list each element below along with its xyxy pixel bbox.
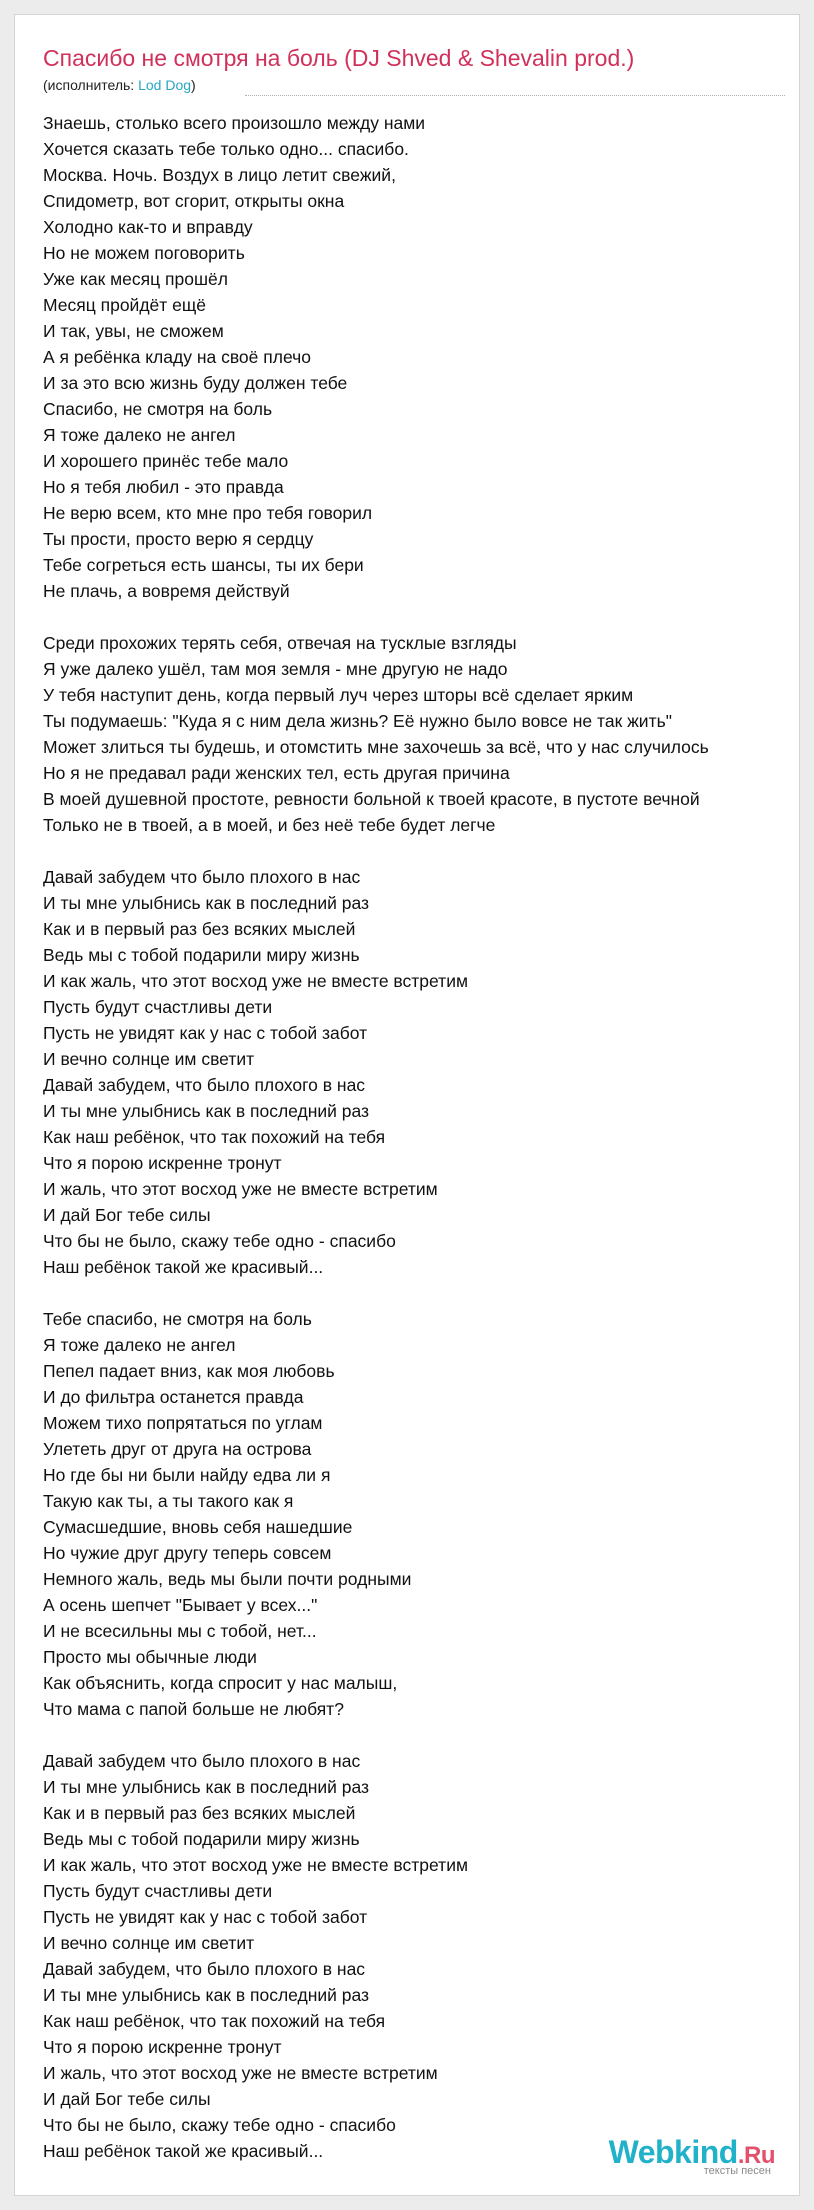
lyric-line: И ты мне улыбнись как в последний раз <box>43 893 370 913</box>
lyric-line: Давай забудем, что было плохого в нас <box>43 1075 366 1095</box>
lyric-line: Ты прости, просто верю я сердцу <box>43 529 314 549</box>
logo-name: Webkind <box>608 2134 738 2170</box>
lyric-line: Как и в первый раз без всяких мыслей <box>43 1803 356 1823</box>
lyric-line: Тебе спасибо, не смотря на боль <box>43 1309 312 1329</box>
lyric-line: Не верю всем, кто мне про тебя говорил <box>43 503 373 523</box>
song-title: Спасибо не смотря на боль (DJ Shved & Shevalin prod.) <box>43 45 635 71</box>
lyric-line: Москва. Ночь. Воздух в лицо летит свежий, <box>43 165 396 185</box>
lyric-blank-line <box>43 1280 800 1306</box>
lyric-line: Уже как месяц прошёл <box>43 269 228 289</box>
lyric-line: Как наш ребёнок, что так похожий на тебя <box>43 2011 386 2031</box>
lyric-line: Ты подумаешь: "Куда я с ним дела жизнь? Её нужно было вовсе не так жить" <box>43 711 672 731</box>
performer-link[interactable]: Lod Dog <box>138 77 192 93</box>
performer-prefix: (исполнитель: <box>43 77 139 93</box>
lyric-line: Ведь мы с тобой подарили миру жизнь <box>43 945 360 965</box>
lyric-line: Я тоже далеко не ангел <box>43 1335 236 1355</box>
logo-subtitle: тексты песен <box>703 2165 771 2177</box>
lyric-blank-line <box>43 1722 800 1748</box>
lyric-line: Что бы не было, скажу тебе одно - спасибо <box>43 2115 396 2135</box>
lyric-line: И ты мне улыбнись как в последний раз <box>43 1101 370 1121</box>
lyric-line: Спидометр, вот сгорит, открыты окна <box>43 191 345 211</box>
lyric-line: В моей душевной простоте, ревности больной к твоей красоте, в пустоте вечной <box>43 789 700 809</box>
lyric-line: Пусть не увидят как у нас с тобой забот <box>43 1023 368 1043</box>
lyric-line: Не плачь, а вовремя действуй <box>43 581 290 601</box>
performer-suffix: ) <box>191 77 196 93</box>
lyric-line: Знаешь, столько всего произошло между нами <box>43 113 426 133</box>
lyric-line: А я ребёнка кладу на своё плечо <box>43 347 311 367</box>
lyric-line: У тебя наступит день, когда первый луч через шторы всё сделает ярким <box>43 685 634 705</box>
lyric-line: И дай Бог тебе силы <box>43 2089 211 2109</box>
lyric-line: И жаль, что этот восход уже не вместе встретим <box>43 2063 438 2083</box>
lyric-line: Давай забудем что было плохого в нас <box>43 1751 361 1771</box>
lyrics-text <box>43 110 800 2164</box>
lyric-line: Пепел падает вниз, как моя любовь <box>43 1361 335 1381</box>
lyric-line: Хочется сказать тебе только одно... спасибо. <box>43 139 409 159</box>
lyric-line: Как и в первый раз без всяких мыслей <box>43 919 356 939</box>
lyric-line: Может злиться ты будешь, и отомстить мне захочешь за всё, что у нас случилось <box>43 737 709 757</box>
lyric-line: Можем тихо попрятаться по углам <box>43 1413 323 1433</box>
lyric-line: Спасибо, не смотря на боль <box>43 399 273 419</box>
lyrics-card <box>14 14 800 2196</box>
lyric-line: И до фильтра останется правда <box>43 1387 304 1407</box>
lyric-line: И как жаль, что этот восход уже не вместе встретим <box>43 1855 469 1875</box>
lyric-line: Просто мы обычные люди <box>43 1647 257 1667</box>
lyric-line: Сумасшедшие, вновь себя нашедшие <box>43 1517 353 1537</box>
site-logo[interactable] <box>609 2134 775 2177</box>
lyric-line: Давай забудем что было плохого в нас <box>43 867 361 887</box>
lyric-line: Что бы не было, скажу тебе одно - спасибо <box>43 1231 396 1251</box>
lyric-line: И так, увы, не сможем <box>43 321 224 341</box>
lyric-line: И ты мне улыбнись как в последний раз <box>43 1985 370 2005</box>
lyric-line: Улететь друг от друга на острова <box>43 1439 312 1459</box>
lyric-line: Но я тебя любил - это правда <box>43 477 284 497</box>
lyric-line: Наш ребёнок такой же красивый... <box>43 1257 324 1277</box>
logo-tld: .Ru <box>737 2142 775 2169</box>
lyric-line: Я тоже далеко не ангел <box>43 425 236 445</box>
lyric-line: Наш ребёнок такой же красивый... <box>43 2141 324 2161</box>
lyric-line: Но чужие друг другу теперь совсем <box>43 1543 332 1563</box>
lyric-line: А осень шепчет "Бывает у всех..." <box>43 1595 318 1615</box>
lyric-blank-line <box>43 604 800 630</box>
lyric-line: И жаль, что этот восход уже не вместе встретим <box>43 1179 438 1199</box>
lyric-line: Что я порою искренне тронут <box>43 1153 282 1173</box>
lyric-line: И как жаль, что этот восход уже не вместе встретим <box>43 971 469 991</box>
lyric-blank-line <box>43 838 800 864</box>
lyric-line: И вечно солнце им светит <box>43 1933 255 1953</box>
lyric-line: Но где бы ни были найду едва ли я <box>43 1465 331 1485</box>
lyric-line: Ведь мы с тобой подарили миру жизнь <box>43 1829 360 1849</box>
header-divider <box>245 95 785 96</box>
lyric-line: Такую как ты, а ты такого как я <box>43 1491 294 1511</box>
lyric-line: Холодно как-то и вправду <box>43 217 253 237</box>
lyric-line: И хорошего принёс тебе мало <box>43 451 289 471</box>
lyric-line: И не всесильны мы с тобой, нет... <box>43 1621 317 1641</box>
lyric-line: Но не можем поговорить <box>43 243 245 263</box>
lyric-line: Но я не предавал ради женских тел, есть другая причина <box>43 763 510 783</box>
lyric-line: И ты мне улыбнись как в последний раз <box>43 1777 370 1797</box>
lyric-line: И вечно солнце им светит <box>43 1049 255 1069</box>
lyric-line: Что я порою искренне тронут <box>43 2037 282 2057</box>
lyric-line: Как объяснить, когда спросит у нас малыш, <box>43 1673 398 1693</box>
lyric-line: Я уже далеко ушёл, там моя земля - мне другую не надо <box>43 659 508 679</box>
lyric-line: Только не в твоей, а в моей, и без неё тебе будет легче <box>43 815 496 835</box>
lyric-line: Пусть будут счастливы дети <box>43 1881 273 1901</box>
lyric-line: Как наш ребёнок, что так похожий на тебя <box>43 1127 386 1147</box>
lyric-line: Тебе согреться есть шансы, ты их бери <box>43 555 364 575</box>
lyric-line: Немного жаль, ведь мы были почти родными <box>43 1569 412 1589</box>
lyric-line: И за это всю жизнь буду должен тебе <box>43 373 348 393</box>
lyric-line: Среди прохожих терять себя, отвечая на тусклые взгляды <box>43 633 517 653</box>
performer-line <box>43 77 196 93</box>
lyric-line: И дай Бог тебе силы <box>43 1205 211 1225</box>
lyric-line: Давай забудем, что было плохого в нас <box>43 1959 366 1979</box>
lyric-line: Месяц пройдёт ещё <box>43 295 207 315</box>
lyric-line: Пусть будут счастливы дети <box>43 997 273 1017</box>
lyric-line: Пусть не увидят как у нас с тобой забот <box>43 1907 368 1927</box>
lyric-line: Что мама с папой больше не любят? <box>43 1699 344 1719</box>
